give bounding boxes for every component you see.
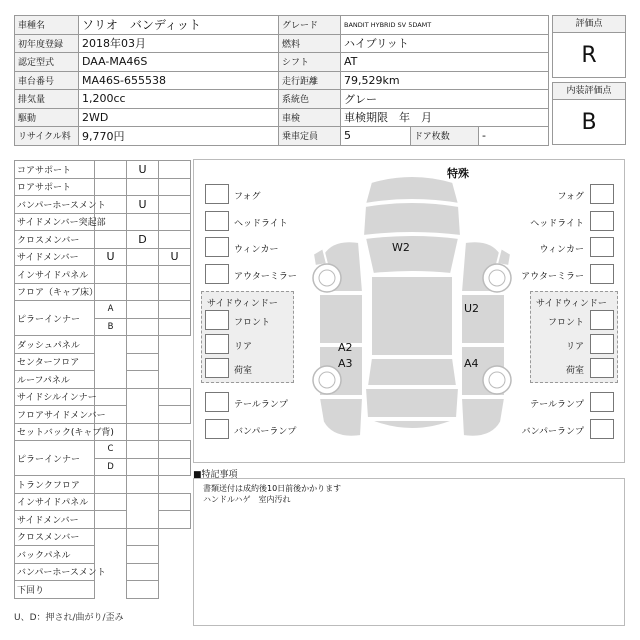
left-bumper-lamp-checkbox[interactable] <box>205 419 229 439</box>
note-line: ハンドルハゲ 室内汚れ <box>203 495 291 504</box>
info-row <box>15 108 549 127</box>
part-name: サイドシルインナー <box>15 388 95 406</box>
right-headlight-checkbox[interactable] <box>590 211 614 231</box>
left-sw-rear-checkbox[interactable] <box>205 334 229 354</box>
parts-row <box>15 336 191 354</box>
pillar-sub-label: D <box>95 458 127 476</box>
trunk-shape <box>365 388 459 418</box>
model-code-value: DAA-MA46S <box>79 53 279 72</box>
part-name: ルーフパネル <box>15 371 95 389</box>
info-label: 車台番号 <box>15 71 79 90</box>
right-fog-label: フォグ <box>557 192 584 202</box>
right-front-wheel <box>483 264 511 292</box>
damage-code-u2: U2 <box>464 302 480 315</box>
part-name <box>15 441 95 476</box>
displacement-value: 1,200cc <box>79 90 279 109</box>
part-mark <box>127 178 159 196</box>
part-mark: U <box>95 248 127 266</box>
part-name: フロアサイドメンバー <box>15 406 95 424</box>
rating-label: 評価点 <box>552 15 626 33</box>
part-mark <box>127 371 159 389</box>
info-label: 走行距離 <box>279 71 341 90</box>
inspection-value: 車検期限 年 月 <box>341 108 549 127</box>
damage-code-a3: A3 <box>338 357 353 370</box>
part-mark <box>127 336 159 354</box>
right-sw-cargo-checkbox[interactable] <box>590 358 614 378</box>
left-sw-front-checkbox[interactable] <box>205 310 229 330</box>
part-mark <box>127 213 159 231</box>
left-rear-fender-shape <box>319 398 363 437</box>
part-mark <box>127 301 159 319</box>
info-label: 燃料 <box>279 34 341 53</box>
car-name-value: ソリオ バンディット <box>79 16 279 35</box>
pillar-sub-label: A <box>95 301 127 319</box>
part-mark <box>159 406 191 424</box>
part-name: バックパネル <box>15 546 95 564</box>
parts-row <box>15 213 191 231</box>
left-front-door-shape <box>319 294 363 344</box>
part-mark <box>159 231 191 249</box>
left-outer-mirror-label: アウターミラー <box>234 272 297 282</box>
left-headlight-label: ヘッドライト <box>234 219 288 229</box>
left-winker-label: ウィンカー <box>234 245 279 255</box>
parts-row <box>15 546 191 564</box>
part-mark <box>127 283 159 301</box>
part-mark <box>127 423 159 441</box>
part-name: ロアサポート <box>15 178 95 196</box>
part-mark <box>95 511 127 529</box>
part-name: バンパーホースメント <box>15 563 95 581</box>
right-sw-front-checkbox[interactable] <box>590 310 614 330</box>
parts-row <box>15 581 191 599</box>
parts-row <box>15 178 191 196</box>
part-mark <box>159 178 191 196</box>
part-mark <box>127 248 159 266</box>
info-label: 初年度登録 <box>15 34 79 53</box>
part-mark <box>159 318 191 336</box>
left-sw-cargo-label: 荷室 <box>234 366 253 376</box>
left-bumper-lamp-label: バンパーランプ <box>234 427 297 437</box>
parts-row <box>15 511 191 529</box>
part-mark <box>95 493 127 511</box>
left-sw-rear-label: リア <box>234 342 253 352</box>
part-mark <box>95 283 127 301</box>
part-name: インサイドパネル <box>15 266 95 284</box>
part-name: セットバック(キャブ背) <box>15 423 95 441</box>
damage-code-w2: W2 <box>392 241 410 254</box>
rear-glass-shape <box>367 358 457 386</box>
right-sw-cargo-label: 荷室 <box>565 366 584 376</box>
info-label: リサイクル料 <box>15 127 79 146</box>
part-mark <box>127 353 159 371</box>
rear-bumper-shape <box>369 420 455 429</box>
part-name: 下回り <box>15 581 95 599</box>
right-sw-rear-label: リア <box>565 342 584 352</box>
part-mark <box>127 476 159 494</box>
part-mark <box>95 178 127 196</box>
info-label: 車検 <box>279 108 341 127</box>
part-name: インサイドパネル <box>15 493 95 511</box>
part-name <box>15 301 95 336</box>
doors-value: - <box>479 127 549 146</box>
left-winker-checkbox[interactable] <box>205 237 229 257</box>
info-row <box>15 90 549 109</box>
parts-row <box>15 406 191 424</box>
left-rear-wheel <box>313 366 341 394</box>
parts-row <box>15 266 191 284</box>
parts-row <box>15 353 191 371</box>
part-name: サイドメンバー <box>15 511 95 529</box>
left-tail-lamp-checkbox[interactable] <box>205 392 229 412</box>
damage-code-a2: A2 <box>338 341 353 354</box>
first-registration-value: 2018年03月 <box>79 34 279 53</box>
parts-row <box>15 423 191 441</box>
right-fog-checkbox[interactable] <box>590 184 614 204</box>
parts-row <box>15 388 191 406</box>
car-diagram <box>309 174 515 456</box>
right-winker-label: ウィンカー <box>539 245 584 255</box>
part-name: バンパーホースメント <box>15 196 95 214</box>
pillar-sub-label: C <box>95 441 127 459</box>
part-mark <box>159 161 191 179</box>
part-mark <box>159 301 191 319</box>
mileage-value: 79,529km <box>341 71 549 90</box>
part-mark: U <box>127 196 159 214</box>
left-sw-cargo-checkbox[interactable] <box>205 358 229 378</box>
parts-row <box>15 476 191 494</box>
part-mark <box>127 458 159 476</box>
part-mark <box>159 493 191 511</box>
left-front-wheel <box>313 264 341 292</box>
parts-row <box>15 301 191 319</box>
notes-box <box>193 478 625 626</box>
fuel-value: ハイブリット <box>341 34 549 53</box>
roof-shape <box>371 276 453 356</box>
recycle-fee-value: 9,770円 <box>79 127 279 146</box>
part-mark <box>127 546 159 564</box>
right-bumper-lamp-checkbox[interactable] <box>590 419 614 439</box>
vehicle-diagram-panel <box>193 159 625 463</box>
part-name: クロスメンバー <box>15 528 95 546</box>
part-mark <box>159 266 191 284</box>
info-label: 排気量 <box>15 90 79 109</box>
capacity-value: 5 <box>341 127 411 146</box>
right-tail-lamp-checkbox[interactable] <box>590 392 614 412</box>
right-outer-mirror-checkbox[interactable] <box>590 264 614 284</box>
part-name: コアサポート <box>15 161 95 179</box>
chassis-number-value: MA46S-655538 <box>79 71 279 90</box>
part-mark <box>159 458 191 476</box>
right-rear-fender-shape <box>461 398 505 437</box>
part-mark <box>159 213 191 231</box>
parts-row <box>15 283 191 301</box>
part-mark <box>159 441 191 459</box>
info-label: グレード <box>279 16 341 35</box>
frame-parts-table <box>14 160 191 599</box>
info-row <box>15 71 549 90</box>
info-label: ドア枚数 <box>411 127 479 146</box>
part-mark <box>95 388 127 406</box>
right-side-window-title: サイドウィンドー <box>536 299 607 309</box>
part-name: フロア（キャブ床） <box>15 283 95 301</box>
damage-code-a4: A4 <box>464 357 479 370</box>
color-value: グレー <box>341 90 549 109</box>
parts-row <box>15 563 191 581</box>
part-mark <box>159 283 191 301</box>
left-outer-mirror-checkbox[interactable] <box>205 264 229 284</box>
note-line: 書類送付は成約後10日前後かかります <box>203 484 342 493</box>
notes-title: ■特記事項 <box>193 470 238 480</box>
legend-text: U、D：押され/曲がり/歪み <box>14 613 124 623</box>
left-headlight-checkbox[interactable] <box>205 211 229 231</box>
pillar-sub-label: B <box>95 318 127 336</box>
part-mark <box>127 318 159 336</box>
info-row <box>15 34 549 53</box>
windshield-shape <box>365 235 459 274</box>
right-outer-mirror-label: アウターミラー <box>521 272 584 282</box>
pillar-ab-name: ピラーインナー <box>17 314 81 325</box>
part-mark: D <box>127 231 159 249</box>
part-mark <box>127 441 159 459</box>
part-name: サイドメンバー突起部 <box>15 213 95 231</box>
left-side-window-title: サイドウィンドー <box>207 299 278 309</box>
left-fog-label: フォグ <box>234 192 261 202</box>
info-row <box>15 53 549 72</box>
info-row <box>15 127 549 146</box>
part-name: ダッシュパネル <box>15 336 95 354</box>
interior-rating-label: 内装評価点 <box>552 82 626 100</box>
front-bumper-shape <box>365 176 459 204</box>
part-mark <box>159 511 191 529</box>
shift-value: AT <box>341 53 549 72</box>
parts-row <box>15 161 191 179</box>
rating-value: R <box>552 32 626 78</box>
info-label: 認定型式 <box>15 53 79 72</box>
drive-value: 2WD <box>79 108 279 127</box>
left-fog-checkbox[interactable] <box>205 184 229 204</box>
part-mark <box>159 388 191 406</box>
info-label: 駆動 <box>15 108 79 127</box>
part-mark <box>127 528 159 546</box>
left-sw-front-label: フロント <box>234 318 271 328</box>
right-sw-rear-checkbox[interactable] <box>590 334 614 354</box>
part-mark <box>159 196 191 214</box>
right-headlight-label: ヘッドライト <box>530 219 584 229</box>
right-bumper-lamp-label: バンパーランプ <box>521 427 584 437</box>
part-name: センターフロア <box>15 353 95 371</box>
info-row <box>15 16 549 35</box>
part-mark <box>95 161 127 179</box>
info-label: 乗車定員 <box>279 127 341 146</box>
part-name: トランクフロア <box>15 476 95 494</box>
interior-rating-value: B <box>552 99 626 145</box>
parts-row <box>15 528 191 546</box>
vehicle-info-table <box>14 15 549 146</box>
part-mark <box>95 231 127 249</box>
part-name: サイドメンバー <box>15 248 95 266</box>
info-label: 系統色 <box>279 90 341 109</box>
pillar-cd-name: ピラーインナー <box>17 454 81 465</box>
right-sw-front-label: フロント <box>547 318 584 328</box>
part-mark: U <box>127 161 159 179</box>
part-mark: U <box>159 248 191 266</box>
parts-row <box>15 196 191 214</box>
part-mark <box>127 563 159 581</box>
parts-row <box>15 231 191 249</box>
parts-row <box>15 248 191 266</box>
right-winker-checkbox[interactable] <box>590 237 614 257</box>
part-mark <box>95 266 127 284</box>
parts-row <box>15 493 191 511</box>
part-mark <box>127 266 159 284</box>
part-mark <box>127 581 159 599</box>
part-name: クロスメンバー <box>15 231 95 249</box>
info-label: 車種名 <box>15 16 79 35</box>
special-label: 特殊 <box>447 167 469 180</box>
right-tail-lamp-label: テールランプ <box>530 400 584 410</box>
right-rear-wheel <box>483 366 511 394</box>
parts-row <box>15 371 191 389</box>
left-tail-lamp-label: テールランプ <box>234 400 288 410</box>
hood-shape <box>363 202 461 236</box>
parts-row <box>15 441 191 459</box>
info-label: シフト <box>279 53 341 72</box>
grade-value: BANDIT HYBRID SV 5DAMT <box>341 16 549 35</box>
